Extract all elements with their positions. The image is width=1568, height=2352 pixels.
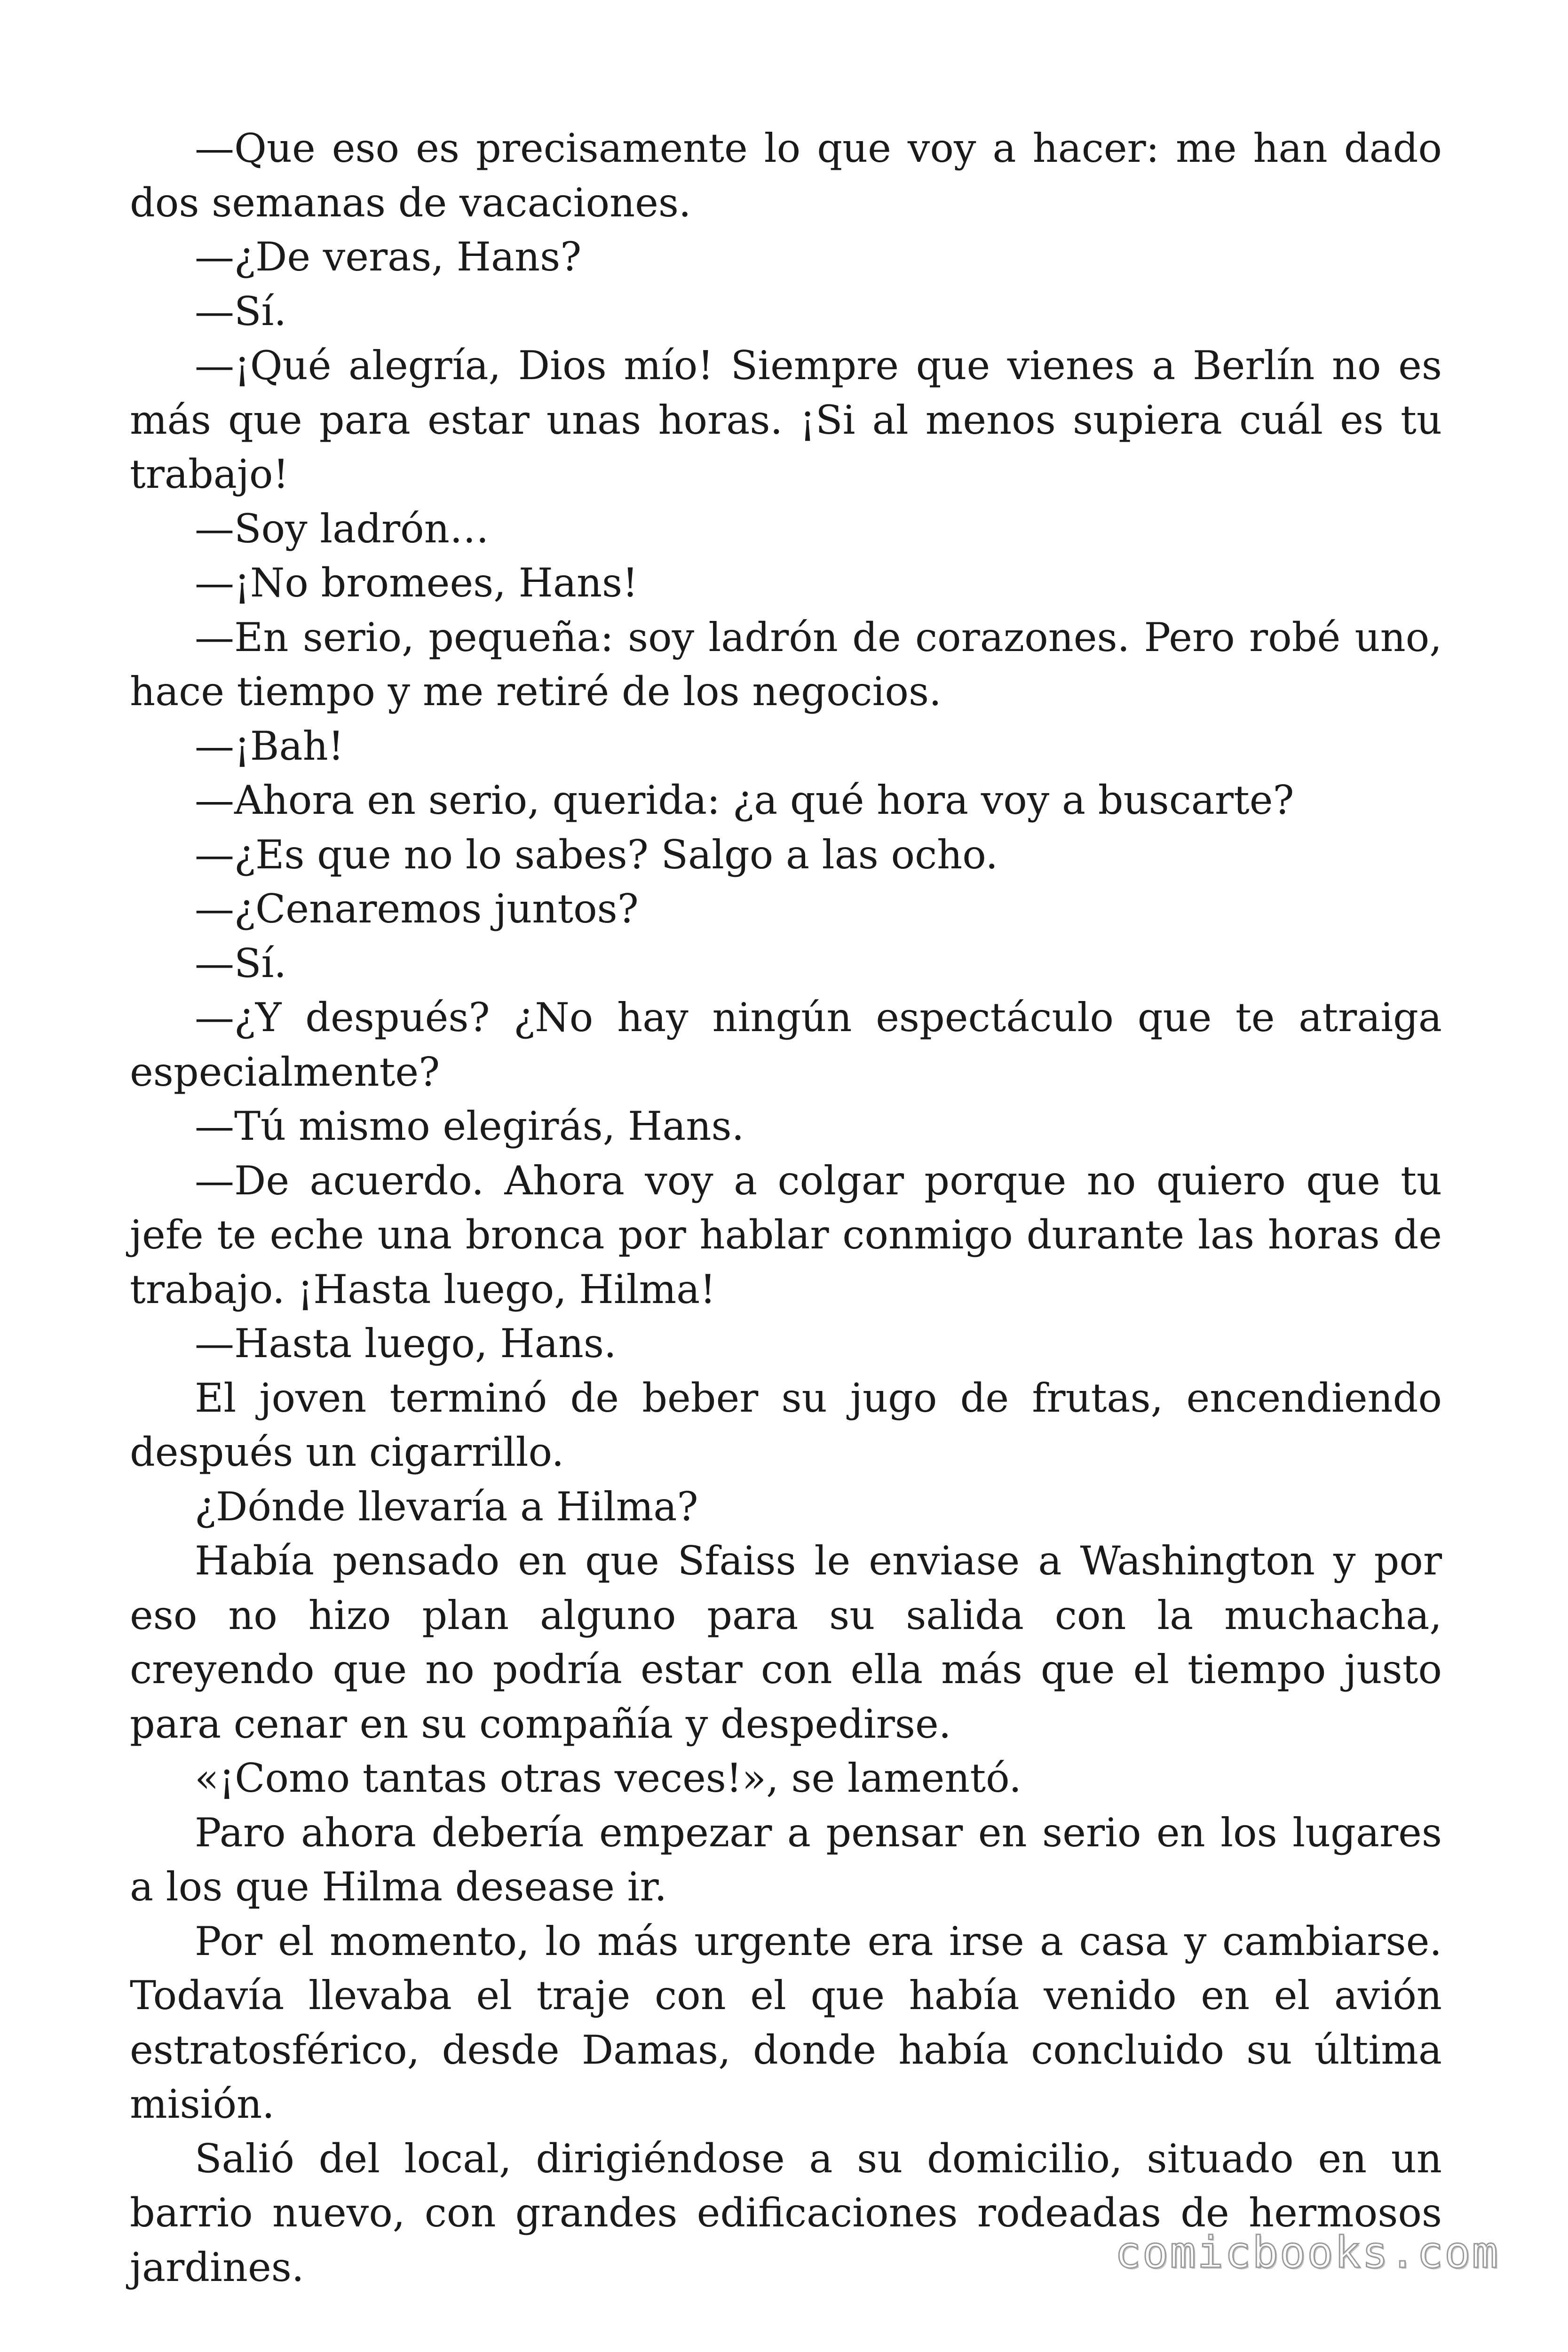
paragraph: —De acuerdo. Ahora voy a colgar porque no quiero que tu jefe te eche una bronca por hablar conmigo durante las horas de trabajo. ¡Hasta luego, Hilma!: [130, 1157, 1442, 1312]
paragraph: —En serio, pequeña: soy ladrón de corazones. Pero robé uno, hace tiempo y me retiré de los negocios.: [130, 614, 1442, 715]
paragraph: —¿Es que no lo sabes? Salgo a las ocho.: [195, 831, 998, 878]
paragraph: «¡Como tantas otras veces!», se lamentó.: [195, 1755, 1022, 1801]
watermark: comicbooks.com: [1115, 2227, 1499, 2278]
paragraph: —¡Bah!: [195, 723, 344, 769]
paragraph: —Sí.: [195, 288, 287, 334]
paragraph: —Sí.: [195, 940, 287, 986]
paragraph: Había pensado en que Sfaiss le enviase a Washington y por eso no hizo plan alguno para su salida con la muchacha, creyendo que no podría estar con ella más que el tiempo justo para cenar en su compañía y despedirse.: [130, 1538, 1442, 1747]
paragraph: Por el momento, lo más urgente era irse a casa y cambiarse. Todavía llevaba el traje con el que había venido en el avión estratosférico, desde Damas, donde había concluido su última misión.: [130, 1918, 1442, 2127]
paragraph: —Tú mismo elegirás, Hans.: [195, 1103, 744, 1149]
paragraph: Paro ahora debería empezar a pensar en serio en los lugares a los que Hilma desease ir.: [130, 1809, 1442, 1910]
body-text: [130, 121, 1442, 2295]
paragraph: El joven terminó de beber su jugo de frutas, encendiendo después un cigarrillo.: [130, 1375, 1442, 1475]
paragraph: ¿Dónde llevaría a Hilma?: [195, 1483, 698, 1530]
paragraph: —¿De veras, Hans?: [195, 234, 582, 280]
paragraph: —Ahora en serio, querida: ¿a qué hora voy a buscarte?: [195, 777, 1294, 823]
paragraph: —Soy ladrón…: [195, 505, 489, 552]
paragraph: —¡Qué alegría, Dios mío! Siempre que vienes a Berlín no es más que para estar unas horas. ¡Si al menos supiera cuál es tu trabajo!: [130, 342, 1442, 497]
paragraph: Salió del local, dirigiéndose a su domicilio, situado en un barrio nuevo, con grandes edificaciones rodeadas de hermosos jardines.: [130, 2135, 1442, 2290]
paragraph: —¡No bromees, Hans!: [195, 560, 638, 606]
paragraph: —¿Y después? ¿No hay ningún espectáculo que te atraiga especialmente?: [130, 994, 1442, 1095]
paragraph: —Hasta luego, Hans.: [195, 1320, 617, 1367]
paragraph: —¿Cenaremos juntos?: [195, 886, 639, 932]
paragraph: —Que eso es precisamente lo que voy a hacer: me han dado dos semanas de vacaciones.: [130, 125, 1442, 226]
